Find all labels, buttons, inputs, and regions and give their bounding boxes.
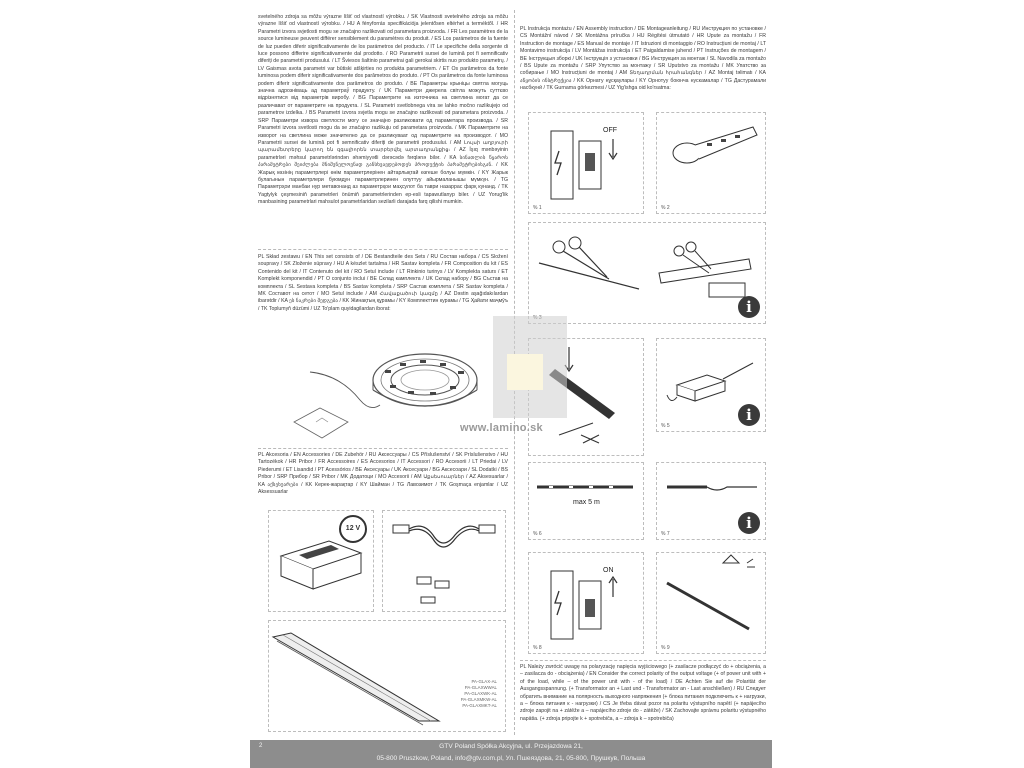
breaker-off-icon: [529, 113, 643, 213]
led-strip-roll-icon: [657, 113, 765, 213]
section-divider: [520, 660, 766, 661]
intro-paragraph: svetelného zdroja sa môžu výrazne líšiť od vlastností výrobku. / SK Vlastnosti svetelného zdroja sa môžu výrazne líšiť od vlastností výrobku. / HU A fényforrás specifikációja jelentősen eltérhet a terméktől. / HR Parametri izvora svjetlosti mogu se značajno razlikovati od parametara proizvoda. / FR Les paramètres de la source lumineuse peuvent différer sensiblement du paramètres du produit. / ES Los parámetros de la fuente de luz pueden diferir significativamente de los parámetros del producto. / IT Le specifiche della sorgente di luce possono differire significativamente dal prodotto. / RO Parametrii sursei de lumină pot fi semnificativ diferiți de parametrii produsului. / LT Šviesos šaltinio parametrai gali gerokai skirtis nuo produkto parametrų. / LV Gaismas avota parametri var būtiski atšķirties no produkta parametriem. / ET Os parâmetros da fonte luminosa podem diferir significativamente dos parâmetros do produto. / PT Os parâmetros da fonte luminosa podem diferir significativamente dos parâmetros do produto. / BE Параметры крыніцы святла могуць значна адрозніваць ад параметраў прадукту. / UK Параметри джерела світла можуть суттєво відрізнятися від параметрів виробу. / BG Параметрите на източника на светлина могат да се различават от параметрите на продукта. / SL Parametri svetlobnega vira se lahko močno razlikujejo od parametrov izdelka. / BS Parametri izvora svjetla mogu se značajno razlikovati od parametara proizvoda. / SRP Параметри извора светлости могу се значајно разликовати од параметара производа. / SR Parametri izvora svetlosti mogu da se značajno razlikuju od parametara proizvoda. / MK Параметрите на изворот на светлина може значително да се разликуваат од параметрите на производот. / MO Parametrii sursei de lumină pot fi semnificativ diferiți de parametrii produsului. / AM Լույսի աղբյուրի պարամետրերը կարող են զգալիորեն տարբերվել արտադրանքից։ / AZ İşıq mənbəyinin parametrləri məhsul parametrlərindən əhəmiyyətli dərəcədə fərqlənə bilər. / KA სინათლის წყაროს პარამეტრები შეიძლება მნიშვნელოვნად განსხვავდებოდეს პროდუქტის პარამეტრებისგან. / KK Жарық көзінің параметрлері өнім параметрлерінен айтарлықтай өзгеше болуы мүмкін. / KY Жарык булагынын параметрлери буюмдун параметрлеринен олуттуу айырмаланышы мүмкүн. / TG Параметрҳои манбаи нур метавонанд аз параметрҳои маҳсулот ба таври назаррас фарқ кунанд. / TK Yagtylyk çeşmesiniň parametrleri önümiň parametrlerinden ep-esli tapawutlanyp biler. / UZ Yorug'lik manbasining parametrlari mahsulot parametrlaridan sezilarli darajada farq qilishi mumkin.: [258, 14, 508, 206]
accessory-power-supply-panel: [268, 510, 374, 612]
voltage-badge: 12 V: [339, 515, 367, 543]
info-icon: i: [738, 404, 760, 426]
step-panel-8: [528, 552, 644, 654]
accessory-profile-panel: [268, 620, 506, 732]
cutting-strip-icon: [529, 223, 765, 323]
info-icon: i: [738, 296, 760, 318]
step-number: % 9: [661, 645, 670, 651]
breaker-on-icon: [529, 553, 643, 653]
step-panel-1: [528, 112, 644, 214]
on-label: ON: [603, 567, 614, 574]
footer-address-line-1: GTV Poland Spółka Akcyjna, ul. Przejazdowa 21,: [439, 743, 583, 750]
page-number: 2: [259, 743, 263, 749]
profile-code-list: PA-GLAX-AL PA-GLAXWWAL PA-GLAXWK-AL PA-GLAXMKW-AL PA-GLAXMKT-AL: [460, 679, 497, 708]
step-number: % 1: [533, 205, 542, 211]
step-number: % 6: [533, 531, 542, 537]
step-number: % 2: [661, 205, 670, 211]
step-number: % 7: [661, 531, 670, 537]
footer-address-line-2: 05-800 Pruszkow, Poland, info@gtv.com.pl, Ул. Пшеяздова, 21, 05-800, Прушкув, Польша: [376, 755, 646, 762]
assembly-instruction-heading: PL Instrukcja montażu / EN Assembly instruction / DE Montageanleitung / RU Инструкция по установке / CS Montážní návod / SK Montážna príručka / HU Régítési útmutató / HR Upute za montažu / FR Instruction de montage / ES Manual de montaje / IT Istruzioni di montaggio / RO Instrucțiuni de montaj / LT Montavimo instrukcija / LV Montāžas instrukcija / ET Paigaldamise juhend / PT Instruções de montagem / BE Інструкцыя зборкі / UK Інструкція з установки / BG Инструкция за монтаж / SL Navodila za montažo / BS Upute za montažu / SRP Упутство за монтажу / SR Uputstvo za montažu / MK Упатство за собирање / MO Instrucțiuni de montaj / AM Տեղադրման հրահանգներ / AZ Montaj təlimatı / KA აწყობის ინსტრუქცია / KK Орнату нұсқаулары / KY Орнотуу боюнча нускамалар / TG Дастурамали насбкунӣ / TK Gurnama görkezmesi / UZ Yig'ishga oid ko'rsatma:: [520, 26, 766, 92]
section-divider: [258, 448, 508, 449]
step-panel-3: [528, 222, 766, 324]
polarity-warning-text: PL Należy zwrócić uwagę na polaryzację napięcia wyjściowego (+ zasilacze podłączyć do + obciążenia, a – zasilacza do - obciążenia) / EN Consider the correct polarity of the output voltage (+ of power unit with + of the load, while – of the power unit with - of the load) / DE Achten Sie auf die Polarität der Ausgangsspannung. (+ Transformator an + Last und - Transformator an - Last anschließen) / RU Следует обратить внимание на полярность выходного напряжения (+ блока питания подключить к + нагрузки, а – блока питания к - нагрузки) / CS Je třeba dávat pozor na polaritu výstupního napětí (+ napájecího zdroje zapojit na + zátěže a – napájecího zdroje do - zátěže) / SK Zachovajte správnu polaritu výstupného napätia. (+ zdroja pripojte k + spotrebiča, a – zdroja k – spotrebiča): [520, 664, 766, 722]
page-footer: [250, 740, 772, 768]
watermark-inner: [507, 354, 543, 390]
accessory-connector-panel: [382, 510, 506, 612]
section-divider: [258, 249, 508, 250]
off-label: OFF: [603, 127, 617, 134]
watermark-text: www.lamino.sk: [460, 422, 543, 434]
step-number: % 8: [533, 645, 542, 651]
step-panel-9: [656, 552, 766, 654]
step-panel-6: [528, 462, 644, 540]
accessories-heading: PL Akcesoria / EN Accessories / DE Zubehör / RU Аксессуары / CS Příslušenství / SK Príslušenstvo / HU Tartozékok / HR Pribor / FR Accessoires / ES Accesorios / IT Accessori / RO Accesorii / LT Priedai / LV Piederumi / ET Lisandid / PT Acessórios / BE Аксесуары / UK Аксесуари / BG Аксесоари / SL Dodatki / BS Pribor / SRP Прибор / SR Pribor / MK Додатоци / MO Accesorii / AM Աքսեսուարներ / AZ Aksesuarlar / KA აქსესუარები / KK Керек-жарақтар / KY Шайман / TG Лавозимот / TK Goşmaça enjamlar / UZ Aksessuarlar: [258, 452, 508, 496]
connector-cable-illustration: [383, 511, 505, 611]
set-contents-heading: PL Skład zestawu / EN This set consists of / DE Bestandteile des Sets / RU Состав набора / CS Složení soupravy / SK Zloženie súpravy / HU A készlet tartalma / HR Sastav kompleta / FR Composition du kit / ES Contenido del kit / IT Contenuto del kit / RO Setul include / LT Rinkinio turinys / LV Komplekta saturs / ET Komplekt komponendid / PT O conjunto inclui / BE Склад камплекта / UK Склад набору / BG Състав на комплекта / SL Sestava kompleta / BS Sastav kompleta / SRP Састав комплета / SR Sastav kompleta / MK Составот на сетот / MO Setul include / AM Հավաքածուի կազմը / AZ Dəstin aşağıdakılardan ibarətdir / KA ეს ნაკრები შედგება / KK Жинақтың құрамы / KY Комплекттин курамы / TG Ҳайати маҷмӯъ / TK Toplumyň düzümi / UZ To'plam quyidagilardan iborat:: [258, 254, 509, 312]
aluminium-profile-illustration: [269, 621, 505, 731]
max-length-label: max 5 m: [573, 499, 600, 506]
step-panel-5: [656, 338, 766, 432]
info-icon: i: [738, 512, 760, 534]
step-panel-2: [656, 112, 766, 214]
lit-strip-icon: [657, 553, 765, 653]
step-panel-7: [656, 462, 766, 540]
step-number: % 5: [661, 423, 670, 429]
